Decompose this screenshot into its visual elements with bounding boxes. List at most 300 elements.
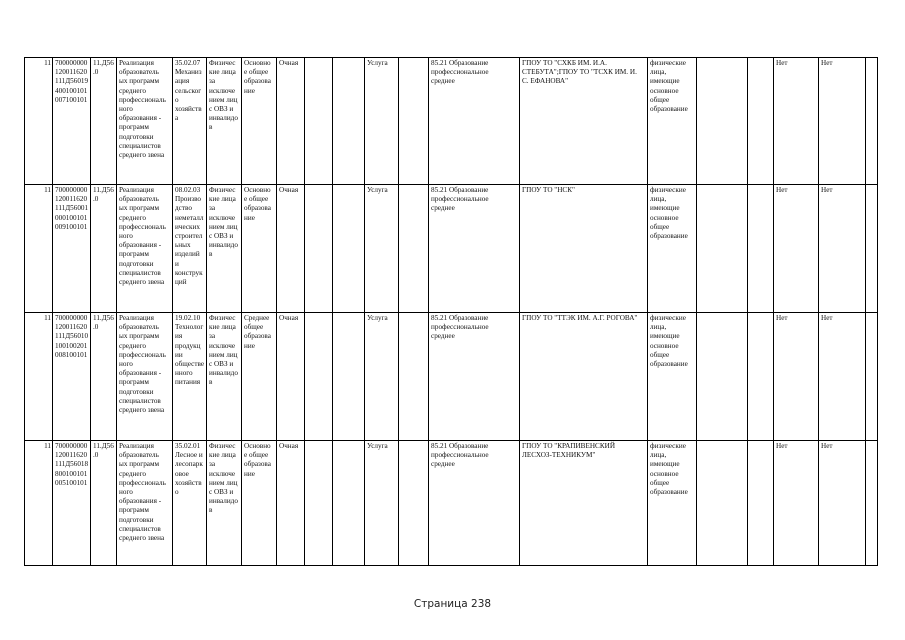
cell-text-line: профессиональ: [119, 478, 166, 487]
specialty-cell: [173, 58, 207, 185]
service-type-cell: [365, 441, 399, 567]
cell-text-line: хозяйств: [175, 105, 202, 114]
services-table: [24, 57, 878, 566]
blank-cell: [866, 441, 879, 567]
consumers-cell: [648, 441, 697, 567]
cell-text-line: среднего: [119, 213, 146, 222]
registry-code-cell: [53, 185, 91, 313]
blank-cell: [399, 185, 429, 313]
flag-cell: [819, 58, 866, 185]
cell-text-line: ии: [175, 350, 183, 359]
cell-text-line: образование: [650, 360, 688, 369]
cell-text-line: хозяйств: [175, 478, 202, 487]
cell-text-line: 85.21 Образование: [431, 314, 489, 322]
cell-text-line: 111Д56001: [55, 204, 89, 213]
cell-text-line: Услуга: [367, 186, 388, 194]
cell-text-line: образова: [244, 204, 271, 213]
cell-text-line: программ: [119, 123, 149, 132]
flag-cell: [774, 313, 819, 441]
cell-text-line: Очная: [279, 186, 299, 194]
study-form-cell: [277, 58, 305, 185]
consumer-category-cell: [207, 58, 242, 185]
cell-text-line: с ОВЗ и: [209, 232, 234, 241]
cell-text-line: Основно: [244, 442, 271, 450]
cell-text-line: Произво: [175, 195, 202, 204]
cell-text-line: ного: [119, 360, 133, 369]
cell-text-line: .0: [93, 195, 99, 204]
cell-text-line: ия: [175, 332, 183, 341]
blank-cell: [748, 58, 774, 185]
cell-text-line: Нет: [776, 59, 788, 67]
cell-text-line: физические: [650, 59, 686, 67]
cell-text-line: имеющие: [650, 204, 680, 213]
cell-text-line: СТЕБУТА";ГПОУ ТО "ТСХК ИМ. И.: [522, 68, 637, 77]
specialty-cell: [173, 185, 207, 313]
cell-text-line: образователь: [119, 68, 159, 77]
cell-text-line: питания: [175, 378, 201, 387]
cell-text-line: подготовки: [119, 387, 154, 396]
cell-text-line: е общее: [244, 451, 269, 460]
cell-text-line: общее: [650, 222, 670, 231]
cell-text-line: Услуга: [367, 314, 388, 322]
cell-text-line: имеющие: [650, 460, 680, 469]
cell-text-line: дство: [175, 204, 192, 213]
blank-cell: [866, 185, 879, 313]
cell-text-line: профессиональ: [119, 222, 166, 231]
cell-text-line: сельског: [175, 86, 202, 95]
cell-text-line: 120011620: [55, 68, 88, 77]
cell-text-line: за: [209, 460, 216, 469]
cell-text-line: среднее: [431, 332, 455, 341]
cell-text-line: 85.21 Образование: [431, 186, 489, 194]
cell-text-line: Реализация: [119, 186, 154, 194]
cell-text-line: 08.02.03: [175, 186, 201, 194]
cell-text-line: общее: [244, 323, 264, 332]
blank-cell: [697, 313, 748, 441]
cell-text-line: ых программ: [119, 204, 160, 213]
cell-text-line: имеющие: [650, 332, 680, 341]
service-name-cell: [117, 313, 173, 441]
cell-text-line: нного: [175, 369, 193, 378]
blank-cell: [305, 313, 333, 441]
cell-text-line: образования -: [119, 241, 162, 250]
flag-cell: [819, 313, 866, 441]
cell-text-line: среднее: [431, 77, 455, 86]
consumer-category-cell: [207, 441, 242, 567]
cell-text-line: Реализация: [119, 442, 154, 450]
cell-text-line: среднего звена: [119, 406, 165, 415]
cell-text-line: .0: [93, 323, 99, 332]
cell-text-line: физические: [650, 186, 686, 194]
cell-text-line: Услуга: [367, 442, 388, 450]
table-row: [25, 441, 879, 567]
cell-text-line: 11.Д56: [93, 186, 114, 194]
cell-text-line: 11.Д56: [93, 442, 114, 450]
cell-text-line: подготовки: [119, 132, 154, 141]
cell-text-line: профессиональное: [431, 195, 489, 204]
cell-text-line: ьных: [175, 241, 191, 250]
cell-text-line: 700000000: [55, 59, 88, 67]
cell-text-line: 35.02.07: [175, 59, 201, 67]
cell-text-line: профессиональ: [119, 95, 166, 104]
cell-text-line: 100100201: [55, 341, 88, 350]
cell-text-line: исключе: [209, 469, 236, 478]
cell-text-line: за: [209, 332, 216, 341]
blank-cell: [748, 441, 774, 567]
cell-text-line: 800100101: [55, 469, 88, 478]
cell-text-line: среднее: [431, 460, 455, 469]
consumer-category-cell: [207, 313, 242, 441]
cell-text-line: ние: [244, 86, 255, 95]
registry-code-cell: [53, 441, 91, 567]
okved-cell: [429, 313, 520, 441]
cell-text-line: Нет: [776, 186, 788, 194]
cell-text-line: ических: [175, 222, 200, 231]
service-type-cell: [365, 58, 399, 185]
service-name-cell: [117, 441, 173, 567]
blank-cell: [333, 313, 365, 441]
cell-text-line: ного: [119, 232, 133, 241]
cell-text-line: 400100101: [55, 86, 88, 95]
cell-text-line: 007100101: [55, 95, 88, 104]
cell-text-line: 111Д56019: [55, 77, 89, 86]
cell-text-line: лица,: [650, 451, 667, 460]
cell-text-line: ние: [244, 469, 255, 478]
cell-text-line: 111Д56010: [55, 332, 89, 341]
cell-text-line: за: [209, 77, 216, 86]
cell-text-line: образователь: [119, 323, 159, 332]
cell-text-line: инвалидо: [209, 497, 238, 506]
okved-cell: [429, 185, 520, 313]
cell-text-line: профессиональное: [431, 68, 489, 77]
cell-text-line: обществе: [175, 360, 205, 369]
cell-text-line: ЛЕСХОЗ-ТЕХНИКУМ": [522, 451, 596, 460]
flag-cell: [774, 441, 819, 567]
blank-cell: [748, 313, 774, 441]
cell-text-line: образова: [244, 332, 271, 341]
cell-text-line: ация: [175, 77, 190, 86]
cell-text-line: ние: [244, 213, 255, 222]
study-form-cell: [277, 313, 305, 441]
cell-text-line: ГПОУ ТО "СХКБ ИМ. И.А.: [522, 59, 607, 67]
cell-text-line: .0: [93, 68, 99, 77]
cell-text-line: е общее: [244, 68, 269, 77]
cell-text-line: 008100101: [55, 350, 88, 359]
cell-text-line: образование: [650, 232, 688, 241]
cell-text-line: нием лиц: [209, 478, 238, 487]
cell-text-line: общее: [650, 478, 670, 487]
cell-text-line: в: [209, 250, 213, 259]
cell-text-line: Услуга: [367, 59, 388, 67]
cell-text-line: с ОВЗ и: [209, 488, 234, 497]
cell-text-line: продукц: [175, 341, 201, 350]
cell-text-line: нием лиц: [209, 95, 238, 104]
row-number-cell: [25, 313, 53, 441]
cell-text-line: образова: [244, 460, 271, 469]
service-name-cell: [117, 185, 173, 313]
cell-text-line: 35.02.01: [175, 442, 201, 450]
cell-text-line: ций: [175, 278, 187, 287]
service-code-cell: [91, 441, 117, 567]
table-row: [25, 58, 879, 185]
cell-text-line: основное: [650, 469, 679, 478]
page-number: Страница 238: [413, 598, 492, 610]
study-form-cell: [277, 441, 305, 567]
education-basis-cell: [242, 185, 277, 313]
education-basis-cell: [242, 441, 277, 567]
specialty-cell: [173, 313, 207, 441]
cell-text-line: а: [175, 114, 179, 123]
cell-text-line: о: [175, 488, 179, 497]
cell-text-line: Среднее: [244, 314, 270, 322]
cell-text-line: инвалидо: [209, 369, 238, 378]
cell-text-line: подготовки: [119, 515, 154, 524]
blank-cell: [333, 185, 365, 313]
blank-cell: [399, 58, 429, 185]
cell-text-line: 11.Д56: [93, 314, 114, 322]
cell-text-line: профессиональное: [431, 323, 489, 332]
cell-text-line: кие лица: [209, 68, 236, 77]
cell-text-line: специалистов: [119, 396, 161, 405]
cell-text-line: основное: [650, 86, 679, 95]
cell-text-line: Очная: [279, 442, 299, 450]
cell-text-line: в: [209, 378, 213, 387]
cell-text-line: Лесное и: [175, 451, 203, 460]
cell-text-line: 120011620: [55, 195, 88, 204]
cell-text-line: среднего звена: [119, 278, 165, 287]
cell-text-line: подготовки: [119, 259, 154, 268]
cell-text-line: 120011620: [55, 451, 88, 460]
blank-cell: [748, 185, 774, 313]
cell-text-line: среднего звена: [119, 151, 165, 160]
blank-cell: [866, 313, 879, 441]
cell-text-line: с ОВЗ и: [209, 360, 234, 369]
cell-text-line: 120011620: [55, 323, 88, 332]
cell-text-line: основное: [650, 213, 679, 222]
cell-text-line: 111Д56018: [55, 460, 89, 469]
service-type-cell: [365, 185, 399, 313]
cell-text-line: 009100101: [55, 222, 88, 231]
cell-text-line: образователь: [119, 451, 159, 460]
cell-text-line: физические: [650, 314, 686, 322]
cell-text-line: Нет: [776, 442, 788, 450]
cell-text-line: 11: [44, 186, 51, 194]
cell-text-line: нием лиц: [209, 350, 238, 359]
cell-text-line: Реализация: [119, 59, 154, 67]
cell-text-line: кие лица: [209, 323, 236, 332]
cell-text-line: в: [209, 123, 213, 132]
cell-text-line: 19.02.10: [175, 314, 201, 322]
cell-text-line: лесопарк: [175, 460, 203, 469]
cell-text-line: 000100101: [55, 213, 88, 222]
cell-text-line: инвалидо: [209, 114, 238, 123]
service-code-cell: [91, 185, 117, 313]
flag-cell: [774, 58, 819, 185]
cell-text-line: Физичес: [209, 442, 236, 450]
cell-text-line: Нет: [821, 186, 833, 194]
cell-text-line: среднего: [119, 86, 146, 95]
cell-text-line: лица,: [650, 323, 667, 332]
service-code-cell: [91, 313, 117, 441]
cell-text-line: специалистов: [119, 524, 161, 533]
cell-text-line: основное: [650, 341, 679, 350]
cell-text-line: изделий: [175, 250, 200, 259]
blank-cell: [305, 58, 333, 185]
cell-text-line: 700000000: [55, 186, 88, 194]
cell-text-line: Нет: [776, 314, 788, 322]
cell-text-line: образования -: [119, 369, 162, 378]
consumers-cell: [648, 58, 697, 185]
cell-text-line: лица,: [650, 68, 667, 77]
cell-text-line: С. ЕФАНОВА": [522, 77, 569, 86]
cell-text-line: ние: [244, 341, 255, 350]
cell-text-line: исключе: [209, 213, 236, 222]
cell-text-line: в: [209, 506, 213, 515]
cell-text-line: 005100101: [55, 478, 88, 487]
cell-text-line: Физичес: [209, 186, 236, 194]
cell-text-line: программ: [119, 378, 149, 387]
cell-text-line: ГПОУ ТО "НСК": [522, 186, 575, 194]
service-name-cell: [117, 58, 173, 185]
blank-cell: [697, 185, 748, 313]
cell-text-line: 85.21 Образование: [431, 442, 489, 450]
cell-text-line: 11: [44, 314, 51, 322]
cell-text-line: ного: [119, 488, 133, 497]
service-code-cell: [91, 58, 117, 185]
consumers-cell: [648, 313, 697, 441]
cell-text-line: ного: [119, 105, 133, 114]
row-number-cell: [25, 58, 53, 185]
flag-cell: [774, 185, 819, 313]
registry-code-cell: [53, 313, 91, 441]
cell-text-line: .0: [93, 451, 99, 460]
cell-text-line: 11: [44, 59, 51, 67]
consumers-cell: [648, 185, 697, 313]
table-row: [25, 185, 879, 313]
cell-text-line: 85.21 Образование: [431, 59, 489, 67]
blank-cell: [399, 441, 429, 567]
service-type-cell: [365, 313, 399, 441]
specialty-cell: [173, 441, 207, 567]
blank-cell: [399, 313, 429, 441]
cell-text-line: образование: [650, 105, 688, 114]
institution-cell: [520, 313, 648, 441]
cell-text-line: программ: [119, 506, 149, 515]
cell-text-line: профессиональное: [431, 451, 489, 460]
cell-text-line: строител: [175, 232, 203, 241]
cell-text-line: о: [175, 95, 179, 104]
cell-text-line: образователь: [119, 195, 159, 204]
cell-text-line: физические: [650, 442, 686, 450]
cell-text-line: ых программ: [119, 332, 160, 341]
blank-cell: [305, 441, 333, 567]
institution-cell: [520, 185, 648, 313]
cell-text-line: общее: [650, 95, 670, 104]
cell-text-line: кие лица: [209, 451, 236, 460]
cell-text-line: Основно: [244, 186, 271, 194]
cell-text-line: среднее: [431, 204, 455, 213]
flag-cell: [819, 185, 866, 313]
cell-text-line: конструк: [175, 268, 203, 277]
cell-text-line: ых программ: [119, 77, 160, 86]
cell-text-line: Механиз: [175, 68, 202, 77]
cell-text-line: исключе: [209, 86, 236, 95]
cell-text-line: Физичес: [209, 59, 236, 67]
cell-text-line: Очная: [279, 59, 299, 67]
cell-text-line: 11.Д56: [93, 59, 114, 67]
cell-text-line: исключе: [209, 341, 236, 350]
cell-text-line: 700000000: [55, 442, 88, 450]
okved-cell: [429, 441, 520, 567]
blank-cell: [333, 58, 365, 185]
cell-text-line: имеющие: [650, 77, 680, 86]
cell-text-line: программ: [119, 250, 149, 259]
cell-text-line: образова: [244, 77, 271, 86]
institution-cell: [520, 441, 648, 567]
education-basis-cell: [242, 58, 277, 185]
cell-text-line: образования -: [119, 114, 162, 123]
cell-text-line: среднего: [119, 341, 146, 350]
consumer-category-cell: [207, 185, 242, 313]
cell-text-line: Нет: [821, 442, 833, 450]
cell-text-line: Технолог: [175, 323, 204, 332]
table-row: [25, 313, 879, 441]
cell-text-line: нием лиц: [209, 222, 238, 231]
registry-code-cell: [53, 58, 91, 185]
blank-cell: [333, 441, 365, 567]
cell-text-line: лица,: [650, 195, 667, 204]
cell-text-line: Очная: [279, 314, 299, 322]
cell-text-line: образование: [650, 488, 688, 497]
cell-text-line: Основно: [244, 59, 271, 67]
cell-text-line: ГПОУ ТО "КРАПИВЕНСКИЙ: [522, 442, 616, 450]
cell-text-line: 11: [44, 442, 51, 450]
cell-text-line: е общее: [244, 195, 269, 204]
row-number-cell: [25, 185, 53, 313]
row-number-cell: [25, 441, 53, 567]
cell-text-line: инвалидо: [209, 241, 238, 250]
cell-text-line: Нет: [821, 314, 833, 322]
cell-text-line: Нет: [821, 59, 833, 67]
cell-text-line: кие лица: [209, 195, 236, 204]
cell-text-line: овое: [175, 469, 189, 478]
study-form-cell: [277, 185, 305, 313]
cell-text-line: профессиональ: [119, 350, 166, 359]
institution-cell: [520, 58, 648, 185]
cell-text-line: за: [209, 204, 216, 213]
flag-cell: [819, 441, 866, 567]
blank-cell: [305, 185, 333, 313]
cell-text-line: и: [175, 259, 179, 268]
document-sheet: [24, 57, 878, 566]
cell-text-line: ГПОУ ТО "ТТЭК ИМ. А.Г. РОГОВА": [522, 314, 638, 322]
cell-text-line: среднего звена: [119, 534, 165, 543]
blank-cell: [866, 58, 879, 185]
cell-text-line: 700000000: [55, 314, 88, 322]
cell-text-line: с ОВЗ и: [209, 105, 234, 114]
education-basis-cell: [242, 313, 277, 441]
cell-text-line: образования -: [119, 497, 162, 506]
cell-text-line: специалистов: [119, 268, 161, 277]
cell-text-line: специалистов: [119, 141, 161, 150]
okved-cell: [429, 58, 520, 185]
blank-cell: [697, 441, 748, 567]
cell-text-line: Реализация: [119, 314, 154, 322]
blank-cell: [697, 58, 748, 185]
cell-text-line: среднего: [119, 469, 146, 478]
cell-text-line: общее: [650, 350, 670, 359]
cell-text-line: ых программ: [119, 460, 160, 469]
